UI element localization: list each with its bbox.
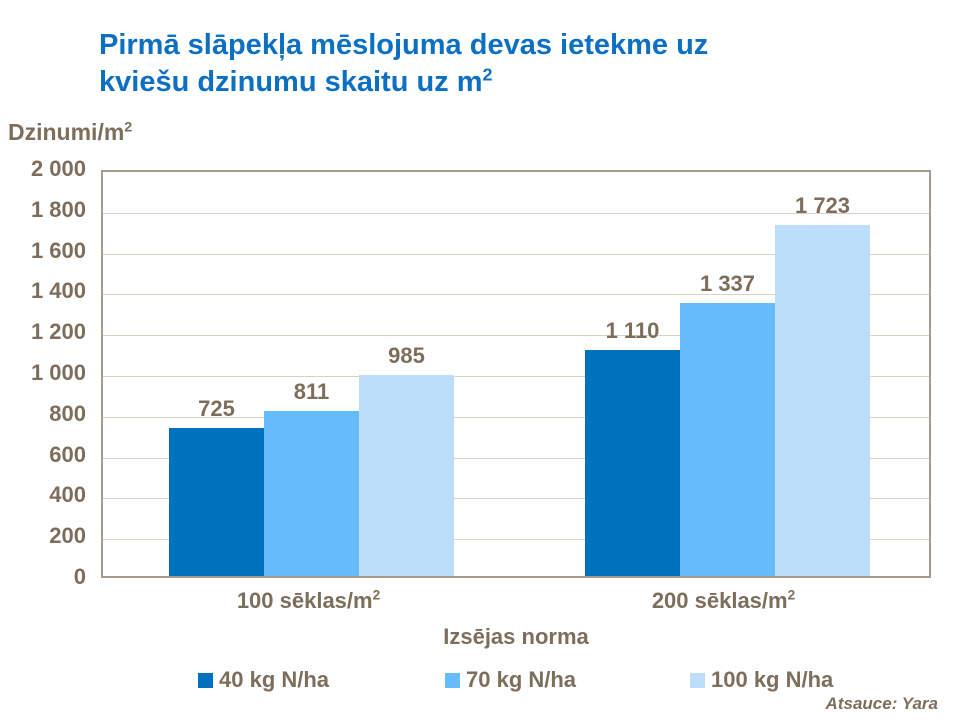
y-tick-label: 400 — [49, 482, 86, 508]
bar-70-kg-n/ha — [264, 411, 359, 576]
bar-100-kg-n/ha — [359, 375, 454, 576]
bar-40-kg-n/ha — [585, 350, 680, 576]
y-axis-title: Dzinumi/$m^2$ — [8, 119, 133, 145]
y-tick-label: 600 — [49, 441, 86, 467]
legend-label: 100 kg N/ha — [711, 667, 834, 692]
legend-swatch-icon — [445, 673, 460, 688]
y-tick-label: 1 600 — [30, 237, 86, 263]
bar-value-label: 725 — [198, 396, 235, 421]
x-axis-categories — [101, 588, 931, 618]
bar-value-label: 1 723 — [794, 193, 851, 218]
bar-40-kg-n/ha — [169, 428, 264, 576]
bar-value-label: 1 337 — [699, 271, 756, 296]
legend-item — [445, 667, 576, 693]
bar-value-label: 811 — [293, 379, 330, 404]
plot-area — [101, 170, 931, 578]
legend-label: 40 kg N/ha — [219, 667, 330, 692]
y-tick-label: 0 — [73, 564, 86, 589]
y-tick-label: 2 000 — [30, 156, 86, 181]
y-tick-label: 800 — [49, 400, 86, 426]
y-axis-ticks — [0, 0, 86, 720]
y-tick-label: 1 200 — [30, 319, 86, 345]
y-tick-label: 1 000 — [30, 360, 86, 385]
bar-70-kg-n/ha — [680, 303, 775, 576]
legend-label: 70 kg N/ha — [466, 667, 577, 692]
legend-item — [690, 667, 833, 693]
x-category-label: 100 sēklas/$m^2$ — [236, 587, 381, 613]
chart-title: Pirmā slāpekļa mēslojuma devas ietekme uz kviešu dzinumu skaitu uz $m^2$ — [99, 29, 709, 99]
source-note: Atsauce: Yara — [825, 694, 938, 713]
bar-value-label: 985 — [388, 343, 425, 368]
x-axis-title: Izsējas norma — [443, 624, 589, 649]
legend — [0, 667, 960, 697]
y-tick-label: 1 800 — [30, 196, 86, 222]
bar-100-kg-n/ha — [775, 225, 870, 576]
legend-swatch-icon — [690, 673, 705, 688]
legend-item — [198, 667, 329, 693]
y-tick-label: 200 — [49, 523, 86, 549]
y-tick-label: 1 400 — [30, 278, 86, 304]
x-category-label: 200 sēklas/$m^2$ — [651, 587, 796, 613]
bar-value-label: 1 110 — [605, 318, 660, 343]
legend-swatch-icon — [198, 673, 213, 688]
